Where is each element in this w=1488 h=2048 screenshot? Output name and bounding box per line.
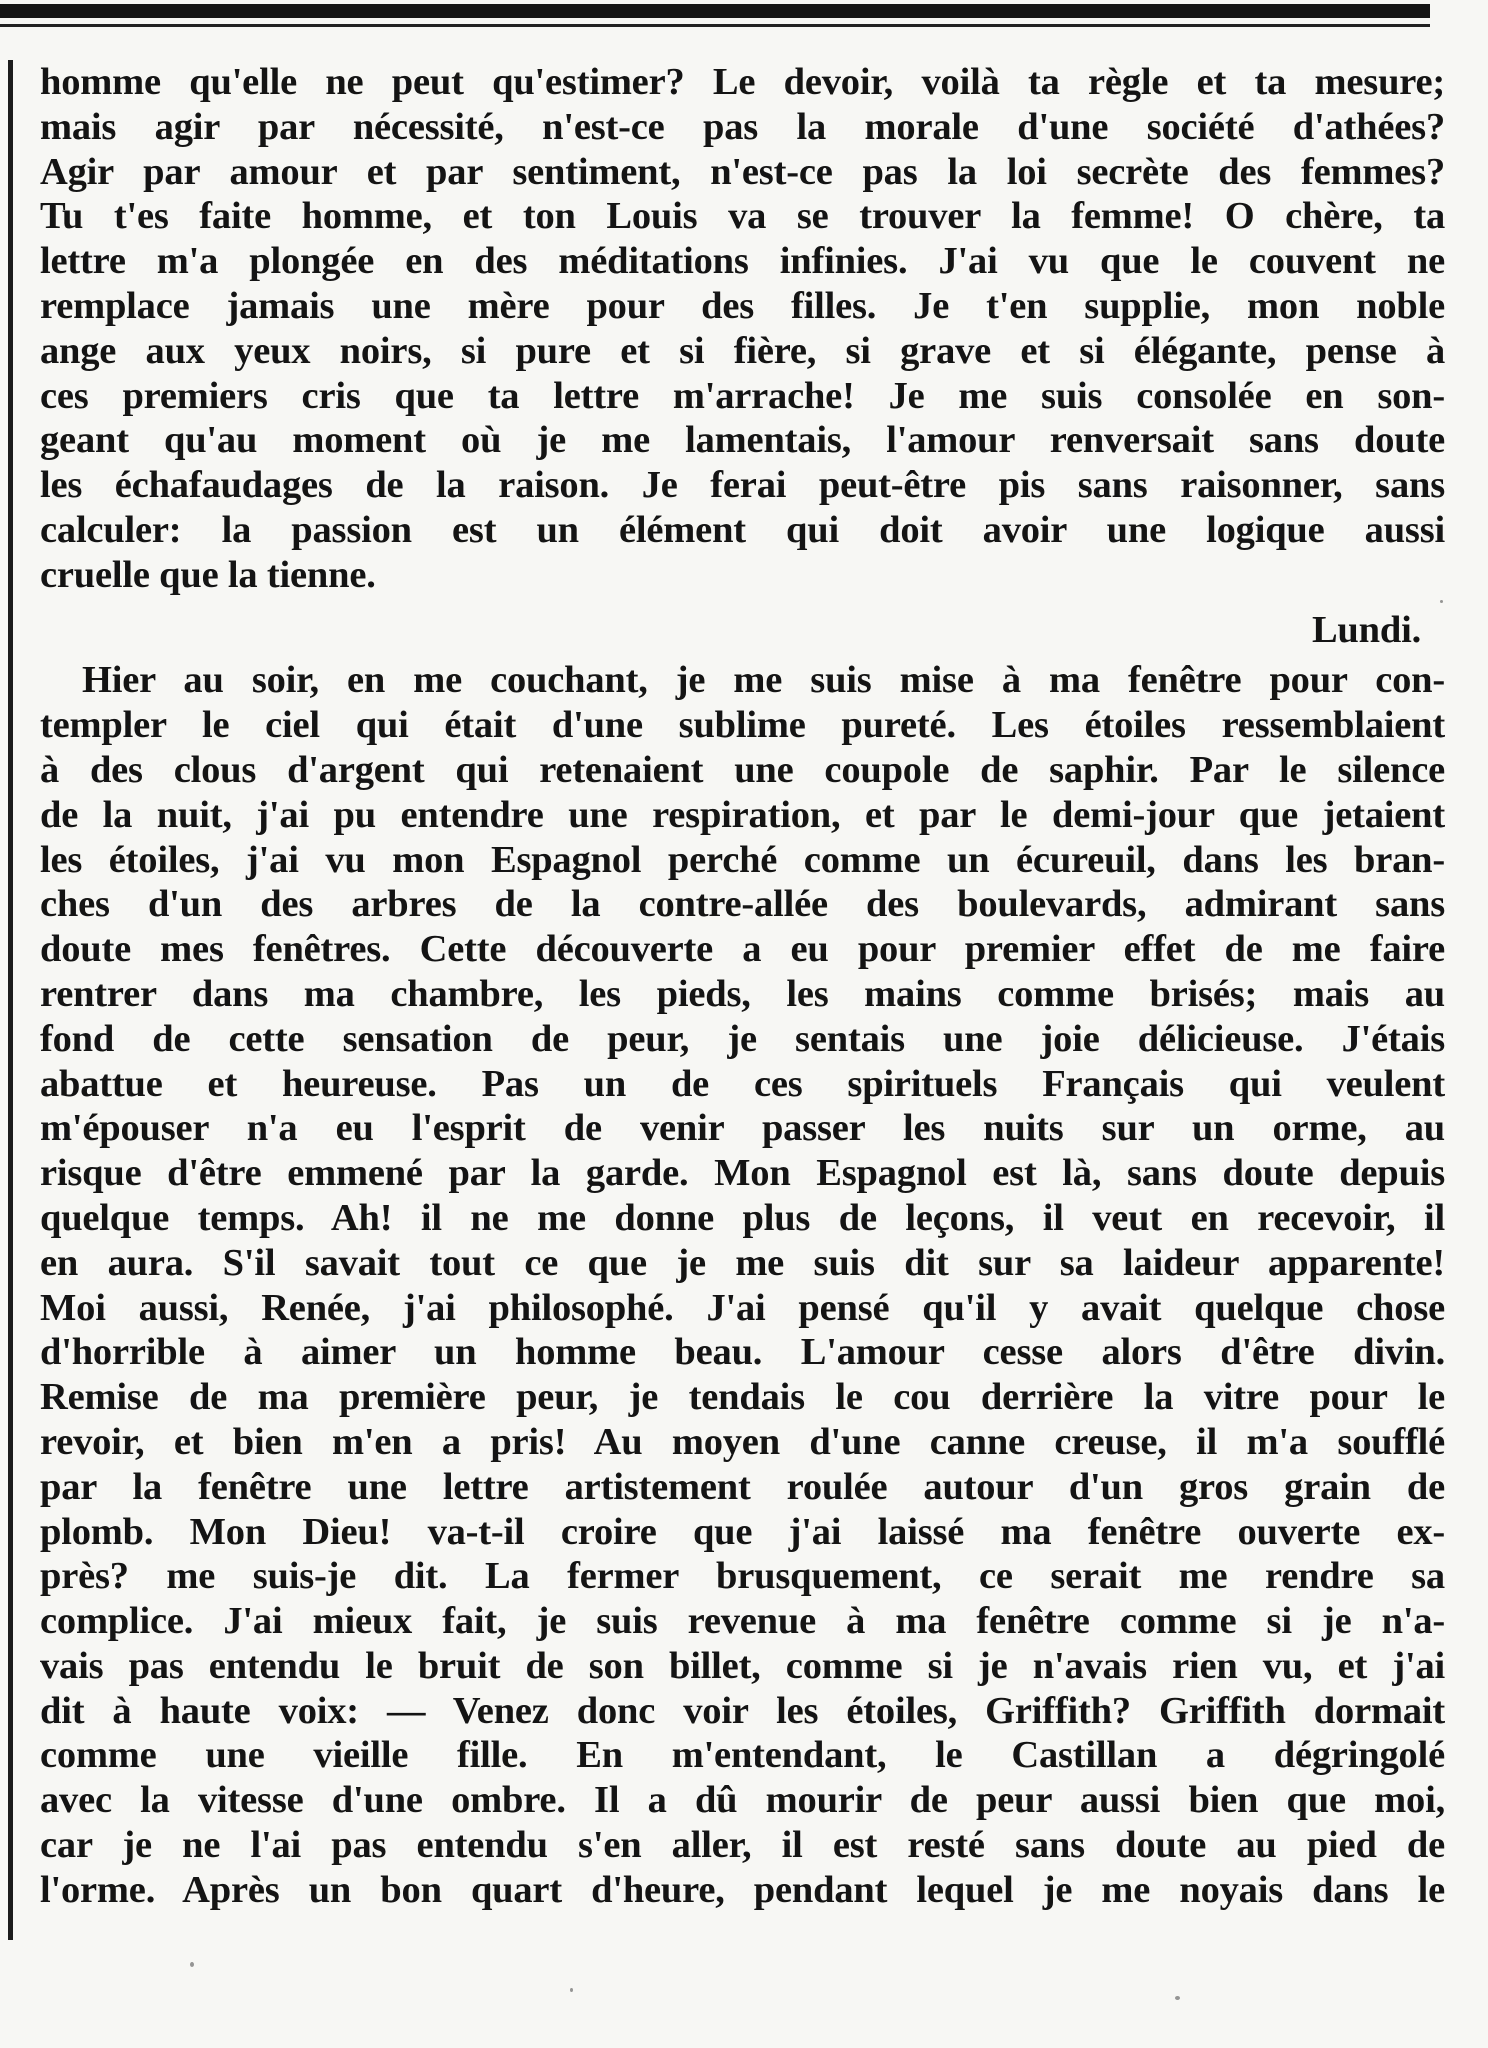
print-speck <box>190 1962 194 1967</box>
text-line: avec la vitesse d'une ombre. Il a dû mourir de peur aussi bien que moi, <box>40 1779 1445 1822</box>
text-line: par la fenêtre une lettre artistement roulée autour d'un gros grain de <box>40 1465 1445 1508</box>
text-line: Moi aussi, Renée, j'ai philosophé. J'ai pensé qu'il y avait quelque chose <box>40 1286 1445 1329</box>
text-line: lettre m'a plongée en des méditations infinies. J'ai vu que le couvent ne <box>40 240 1445 283</box>
text-line: ces premiers cris que ta lettre m'arrache! Je me suis consolée en son- <box>40 374 1445 417</box>
text-line: m'épouser n'a eu l'esprit de venir passer les nuits sur un orme, au <box>40 1107 1445 1150</box>
text-line: ange aux yeux noirs, si pure et si fière, si grave et si élégante, pense à <box>40 329 1445 372</box>
text-line: templer le ciel qui était d'une sublime pureté. Les étoiles ressemblaient <box>40 704 1445 747</box>
text-line: fond de cette sensation de peur, je sentais une joie délicieuse. J'étais <box>40 1017 1445 1060</box>
text-line: plomb. Mon Dieu! va-t-il croire que j'ai laissé ma fenêtre ouverte ex- <box>40 1510 1445 1553</box>
text-line: de la nuit, j'ai pu entendre une respiration, et par le demi-jour que jetaient <box>40 793 1445 836</box>
text-line: mais agir par nécessité, n'est-ce pas la morale d'une société d'athées? <box>40 105 1445 148</box>
text-line: ches d'un des arbres de la contre-allée des boulevards, admirant sans <box>40 883 1445 926</box>
top-rule-thin <box>0 24 1430 27</box>
text-line: comme une vieille fille. En m'entendant, le Castillan a dégringolé <box>40 1734 1445 1777</box>
text-line: les étoiles, j'ai vu mon Espagnol perché comme un écureuil, dans les bran- <box>40 838 1445 881</box>
text-column <box>40 60 1445 1913</box>
paragraph-2 <box>40 658 1445 1912</box>
text-line: Hier au soir, en me couchant, je me suis mise à ma fenêtre pour con- <box>82 659 1445 702</box>
text-line: en aura. S'il savait tout ce que je me suis dit sur sa laideur apparente! <box>40 1241 1445 1284</box>
text-line: rentrer dans ma chambre, les pieds, les mains comme brisés; mais au <box>40 972 1445 1015</box>
print-speck <box>570 1988 573 1992</box>
paragraph-1 <box>40 60 1445 598</box>
column-rule <box>8 60 13 1940</box>
text-line: abattue et heureuse. Pas un de ces spirituels Français qui veulent <box>40 1062 1445 1105</box>
text-line: les échafaudages de la raison. Je ferai peut-être pis sans raisonner, sans <box>40 464 1445 507</box>
text-line: complice. J'ai mieux fait, je suis revenue à ma fenêtre comme si je n'a- <box>40 1600 1445 1643</box>
text-line: dit à haute voix: — Venez donc voir les étoiles, Griffith? Griffith dormait <box>40 1689 1445 1732</box>
print-speck <box>1175 1996 1180 2000</box>
text-line: calculer: la passion est un élément qui doit avoir une logique aussi <box>40 508 1445 551</box>
text-line: Agir par amour et par sentiment, n'est-ce pas la loi secrète des femmes? <box>40 150 1445 193</box>
text-line: d'horrible à aimer un homme beau. L'amour cesse alors d'être divin. <box>40 1331 1445 1374</box>
text-line: revoir, et bien m'en a pris! Au moyen d'une canne creuse, il m'a soufflé <box>40 1420 1445 1463</box>
text-line: risque d'être emmené par la garde. Mon Espagnol est là, sans doute depuis <box>40 1152 1445 1195</box>
text-line: homme qu'elle ne peut qu'estimer? Le devoir, voilà ta règle et ta mesure; <box>40 61 1445 103</box>
text-line: doute mes fenêtres. Cette découverte a eu pour premier effet de me faire <box>40 928 1445 971</box>
print-speck <box>1440 600 1443 603</box>
text-line: quelque temps. Ah! il ne me donne plus de leçons, il veut en recevoir, il <box>40 1196 1445 1239</box>
text-line: car je ne l'ai pas entendu s'en aller, il est resté sans doute au pied de <box>40 1824 1445 1867</box>
date-signature: Lundi. <box>1311 608 1421 651</box>
text-line: à des clous d'argent qui retenaient une coupole de saphir. Par le silence <box>40 748 1445 791</box>
text-line: l'orme. Après un bon quart d'heure, pendant lequel je me noyais dans le <box>40 1868 1445 1911</box>
text-line: vais pas entendu le bruit de son billet, comme si je n'avais rien vu, et j'ai <box>40 1644 1445 1687</box>
text-line: cruelle que la tienne. <box>40 553 376 596</box>
top-rule <box>0 4 1430 18</box>
text-line: près? me suis-je dit. La fermer brusquement, ce serait me rendre sa <box>40 1555 1445 1598</box>
text-line: Remise de ma première peur, je tendais le cou derrière la vitre pour le <box>40 1376 1445 1419</box>
text-line: geant qu'au moment où je me lamentais, l'amour renversait sans doute <box>40 419 1445 462</box>
text-line: Tu t'es faite homme, et ton Louis va se trouver la femme! O chère, ta <box>40 195 1445 238</box>
text-line: remplace jamais une mère pour des filles. Je t'en supplie, mon noble <box>40 284 1445 327</box>
